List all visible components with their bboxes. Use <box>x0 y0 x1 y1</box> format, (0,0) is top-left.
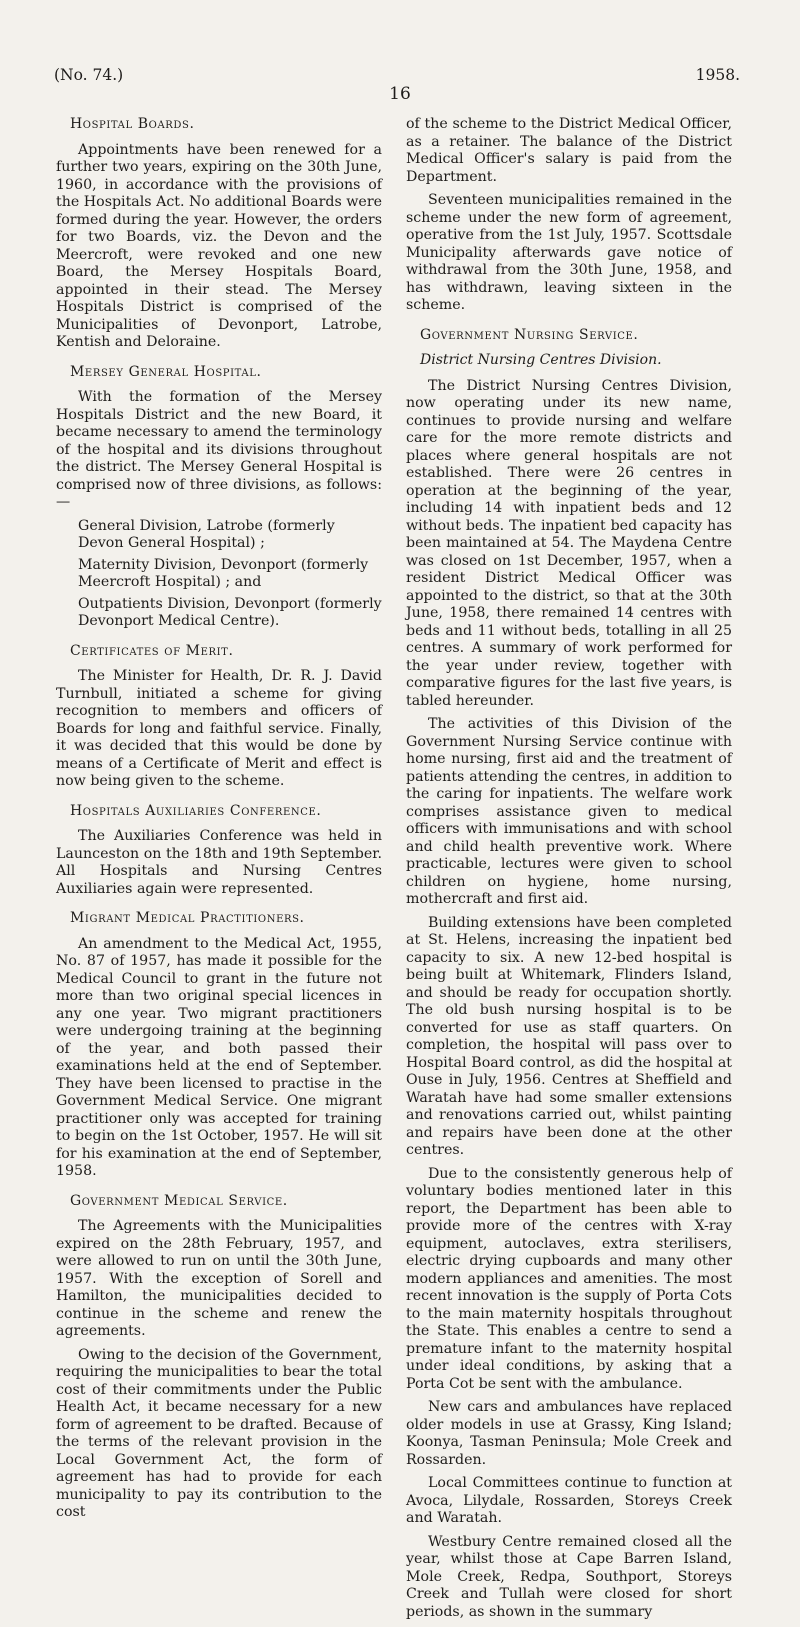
section-heading: Certificates of Merit. <box>70 642 234 659</box>
division-list-item: Outpatients Division, Devonport (formerly Devonport Medical Centre). <box>78 595 382 629</box>
paragraph: Westbury Centre remained closed all the year, whilst those at Cape Barren Island, Mole Creek, Redpa, Southport, Storeys Creek and Tullah were closed for short periods, as shown in the summary <box>406 1533 732 1620</box>
paragraph: Local Committees continue to function at Avoca, Lilydale, Rossarden, Storeys Creek and Waratah. <box>406 1475 732 1526</box>
paragraph: The activities of this Division of the Government Nursing Service continue with home nursing, first aid and the treatment of patients attending the centres, in addition to the caring for inpatients. The welfare work comprises assistance given to medical officers with immunisations and with school and child health preventive work. Where practicable, lectures were given to school children on hygiene, home nursing, mothercraft and first aid. <box>406 716 732 907</box>
section-heading: Migrant Medical Practitioners. <box>70 910 305 926</box>
paragraph: Seventeen municipalities remained in the scheme under the new form of agreement, operative from the 1st July, 1957. Scottsdale Municipality afterwards gave notice of withdrawal from the 30th June, 1958, and has withdrawn, leaving sixteen in the scheme. <box>406 192 732 313</box>
paragraph: The Auxiliaries Conference was held in Launceston on the 18th and 19th September. All Hospitals and Nursing Centres Auxiliaries again were represented. <box>56 828 382 897</box>
paragraph: With the formation of the Mersey Hospitals District and the new Board, it became necessary to amend the terminology of the hospital and its divisions throughout the district. The Mersey General Hospital is comprised now of three divisions, as follows:— <box>56 389 382 510</box>
document-number: (No. 74.) <box>54 66 124 84</box>
paragraph: New cars and ambulances have replaced older models in use at Grassy, King Island; Koonya, Tasman Peninsula; Mole Creek and Rossarden. <box>406 1399 732 1468</box>
paragraph: The District Nursing Centres Division, now operating under its new name, continues to provide nursing and welfare care for the more remote districts and places where general hospitals are not established. There were 26 centres in operation at the beginning of the year, including 14 with inpatient beds and 12 without beds. The inpatient bed capacity has been maintained at 54. The Maydena Centre was closed on 1st December, 1957, when a resident District Medical Officer was appointed to the district, so that at the 30th June, 1958, there remained 14 centres with beds and 11 without beds, totalling in all 25 centres. A summary of work performed for the year under review, together with comparative figures for the last five years, is tabled hereunder. <box>406 377 732 709</box>
paragraph: Appointments have been renewed for a further two years, expiring on the 30th June, 1960, in accordance with the provisions of the Hospitals Act. No additional Boards were formed during the year. However, the orders for two Boards, viz. the Devon and the Meercroft, were revoked and one new Board, the Mersey Hospitals Board, appointed in their stead. The Mersey Hospitals District is comprised of the Municipalities of Devonport, Latrobe, Kentish and Deloraine. <box>56 141 382 350</box>
section-heading: Hospital Boards. <box>70 116 195 132</box>
paragraph: An amendment to the Medical Act, 1955, No. 87 of 1957, has made it possible for the Medical Council to grant in the future not more than two original special licences in any one year. Two migrant practitioners were undergoing training at the beginning of the year, and both passed their examinations held at the end of September. They have been licensed to practise in the Government Medical Service. One migrant practitioner only was accepted for training to begin on the 1st October, 1957. He will sit for his examination at the end of September, 1958. <box>56 935 382 1179</box>
document-year: 1958. <box>695 66 740 84</box>
paragraph: Owing to the decision of the Government, requiring the municipalities to bear the total cost of their commitments under the Public Health Act, it became necessary for a new form of agreement to be drafted. Because of the terms of the relevant provision in the Local Government Act, the form of agreement has had to provide for each municipality to pay its contribution to the cost <box>56 1346 382 1520</box>
division-list-item: Maternity Division, Devonport (formerly Meercroft Hospital) ; and <box>78 556 369 590</box>
paragraph: The Agreements with the Municipalities expired on the 28th February, 1957, and were allowed to run on until the 30th June, 1957. With the exception of Sorell and Hamilton, the municipalities decided to continue in the scheme and renew the agreements. <box>56 1218 382 1339</box>
section-heading: Hospitals Auxiliaries Conference. <box>70 802 322 819</box>
paragraph-continued: of the scheme to the District Medical Officer, as a retainer. The balance of the District Medical Officer's salary is paid from the Department. <box>406 116 732 185</box>
left-column <box>56 116 382 1528</box>
section-heading: Government Medical Service. <box>70 1192 288 1209</box>
paragraph: Due to the consistently generous help of voluntary bodies mentioned later in this report, the Department has been able to provide more of the centres with X-ray equipment, autoclaves, extra sterilisers, electric drying cupboards and many other modern appliances and amenities. The most recent innovation is the supply of Porta Cots to the main maternity hospitals throughout the State. This enables a centre to send a premature infant to the maternity hospital under ideal conditions, by asking that a Porta Cot be sent with the ambulance. <box>406 1165 732 1392</box>
division-list-item: General Division, Latrobe (formerly Devon General Hospital) ; <box>78 517 335 551</box>
paragraph: The Minister for Health, Dr. R. J. David Turnbull, initiated a scheme for giving recognition to members and officers of Boards for long and faithful service. Finally, it was decided that this would be done by means of a Certificate of Merit and effect is now being given to the scheme. <box>56 668 382 789</box>
section-heading: Mersey General Hospital. <box>70 363 262 380</box>
page-number: 16 <box>389 84 411 104</box>
right-column <box>406 116 732 1627</box>
paragraph: Building extensions have been completed at St. Helens, increasing the inpatient bed capacity to six. A new 12-bed hospital is being built at Whitemark, Flinders Island, and should be ready for occupation shortly. The old bush nursing hospital is to be converted for use as staff quarters. On completion, the hospital will pass over to Hospital Board control, as did the hospital at Ouse in July, 1956. Centres at Sheffield and Waratah have had some smaller extensions and renovations carried out, whilst painting and repairs have been done at the other centres. <box>406 914 732 1158</box>
section-subheading: District Nursing Centres Division. <box>420 352 662 368</box>
section-heading: Government Nursing Service. <box>420 326 639 343</box>
